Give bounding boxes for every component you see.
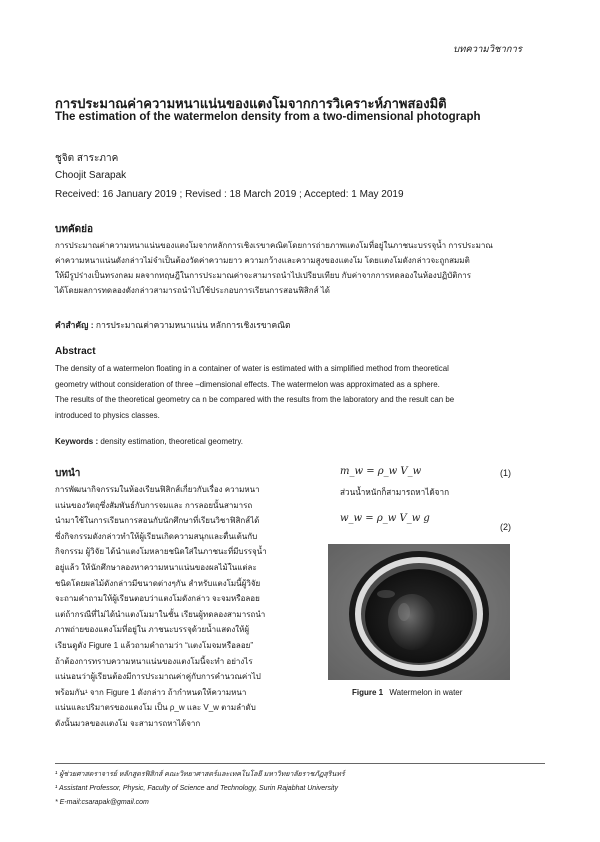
- keywords-thai-value: การประมาณค่าความหนาแน่น หลักการเชิงเรขาคณิต: [95, 320, 291, 330]
- intro-line: ชนิดโดยผลไม้ดังกล่าวมีขนาดต่างๆกัน สำหรับแตงโมนี้ผู้วิจัย: [55, 578, 261, 588]
- abstract-thai-line: ได้โดยผลการทดลองดังกล่าวสามารถนำไปใช้ประกอบการเรียนการสอนฟิสิกส์ ได้: [55, 286, 330, 295]
- watermelon-in-bucket-illustration: [328, 544, 510, 680]
- intro-line: แน่นของวัตถุซึ่งสัมพันธ์กับการจมและ การลอยนั้นสามารถ: [55, 500, 253, 510]
- abstract-english-heading: Abstract: [55, 346, 96, 357]
- intro-line: พร้อมกัน¹ จาก Figure 1 ดังกล่าว ถ้ากำหนดให้ความหนา: [55, 687, 247, 697]
- keywords-english: [55, 437, 243, 446]
- intro-line: กิจกรรม ผู้วิจัย ได้นำแตงโมหลายชนิดใส่ในภาชนะที่มีบรรจุน้ำ: [55, 547, 267, 557]
- footnote-email: * E-mail:csarapak@gmail.com: [55, 799, 149, 806]
- section-label: บทความวิชาการ: [453, 44, 522, 55]
- title-english: The estimation of the watermelon density from a two-dimensional photograph: [55, 111, 481, 123]
- equation-2: w_w = ρ_w V_w g: [340, 513, 430, 524]
- intro-line: เรียนดูดัง Figure 1 แล้วถามคำถามว่า “แตงโมจมหรือลอย”: [55, 640, 253, 650]
- figure-1-label: Figure 1: [352, 688, 384, 697]
- intro-line: ซึ่งกิจกรรมดังกล่าวทำให้ผู้เรียนเกิดความสนุกและตื่นเต้นกับ: [55, 531, 258, 541]
- keywords-thai-label: คำสำคัญ :: [55, 320, 94, 330]
- keywords-thai: [55, 318, 291, 332]
- abstract-english-line: The results of the theoretical geometry ca n be compared with the results from the laboratory and the result can be: [55, 395, 455, 404]
- abstract-english-line: The density of a watermelon floating in a container of water is estimated with a simplified method from theoretical: [55, 364, 449, 373]
- figure-1-caption: [352, 688, 462, 697]
- figure-1-caption-text: Watermelon in water: [389, 688, 463, 697]
- equation-text: ส่วนน้ำหนักก็สามารถหาได้จาก: [340, 488, 450, 497]
- footnote-thai: ¹ ผู้ช่วยศาสตราจารย์ หลักสูตรฟิสิกส์ คณะวิทยาศาสตร์และเทคโนโลยี มหาวิทยาลัยราชภัฏสุรินทร์: [55, 771, 345, 778]
- intro-line: แน่นอนว่าผู้เรียนต้องมีการประมาณค่าคู่กับการคำนวณค่าไป: [55, 672, 261, 682]
- received-dates: Received: 16 January 2019 ; Revised : 18 March 2019 ; Accepted: 1 May 2019: [55, 189, 404, 200]
- title-thai: การประมาณค่าความหนาแน่นของแตงโมจากการวิเคราะห์ภาพสองมิติ: [55, 96, 447, 111]
- keywords-english-label: Keywords :: [55, 437, 99, 446]
- introduction-body: [55, 482, 295, 732]
- intro-line: แน่นและปริมาตรของแตงโม เป็น ρ_w และ V_w ตามลำดับ: [55, 703, 256, 713]
- intro-line: ถ้าต้องการทราบความหนาแน่นของแตงโมนี้จะทำ อย่างไร: [55, 656, 253, 666]
- abstract-thai-line: ค่าความหนาแน่นดังกล่าวไม่จำเป็นต้องวัดค่าความยาว ความกว้างและความสูงของแตงโม โดยแตงโมดังกล่าวจะถูกสมมติ: [55, 256, 470, 265]
- abstract-english-body: [55, 361, 545, 423]
- equation-2-number: (2): [500, 522, 511, 532]
- intro-line: นำมาใช้ในการเรียนการสอนกับนักศึกษาที่เรียนวิชาฟิสิกส์ได้: [55, 516, 260, 526]
- abstract-thai-line: ให้มีรูปร่างเป็นทรงกลม ผลจากทฤษฎีในการประมาณค่าจะสามารถนำไปเปรียบเทียบ กับค่าจากการทดลองในห้องปฏิบัติการ: [55, 271, 472, 280]
- author-name-english: Choojit Sarapak: [55, 170, 127, 181]
- equation-1-number: (1): [500, 468, 511, 478]
- footnote-rule: [55, 763, 545, 764]
- footnote-english: ¹ Assistant Professor, Physic, Faculty of Science and Technology, Surin Rajabhat University: [55, 785, 338, 792]
- abstract-thai-body: [55, 238, 540, 298]
- figure-1-photo: [328, 544, 510, 680]
- intro-line: แต่ถ้ากรณีที่ไม่ได้นำแตงโมมาในชั้น เรียนผู้ทดลองสามารถนำ: [55, 609, 266, 619]
- introduction-heading: บทนำ: [55, 468, 81, 479]
- intro-line: การพัฒนากิจกรรมในห้องเรียนฟิสิกส์เกี่ยวกับเรื่อง ความหนา: [55, 485, 260, 494]
- abstract-english-line: geometry without consideration of three –dimensional effects. The watermelon was approximated as a sphere.: [55, 379, 440, 389]
- abstract-thai-heading: บทคัดย่อ: [55, 224, 93, 235]
- abstract-thai-line: การประมาณค่าความหนาแน่นของแตงโมจากหลักการเชิงเรขาคณิตโดยการถ่ายภาพแตงโมที่อยู่ในภาชนะบรรจุน้ำ การประมาณ: [55, 241, 493, 250]
- author-name-thai: ชูจิต สาระภาค: [55, 153, 119, 164]
- intro-line: ดังนั้นมวลของแตงโม จะสามารถหาได้จาก: [55, 718, 201, 728]
- intro-line: อยู่แล้ว ให้นักศึกษาลองหาความหนาแน่นของผลไม้ในแต่ละ: [55, 562, 257, 572]
- abstract-english-line: introduced to physics classes.: [55, 410, 160, 420]
- intro-line: จะถามคำถามให้ผู้เรียนตอบว่าแตงโมดังกล่าว จะจมหรือลอย: [55, 594, 260, 604]
- keywords-english-value: density estimation, theoretical geometry.: [100, 437, 243, 446]
- equation-1: m_w = ρ_w V_w: [340, 466, 422, 477]
- intro-line: ภาพถ่ายของแตงโมที่อยู่ใน ภาชนะบรรจุด้วยน้ำแสดงให้ผู้: [55, 625, 250, 635]
